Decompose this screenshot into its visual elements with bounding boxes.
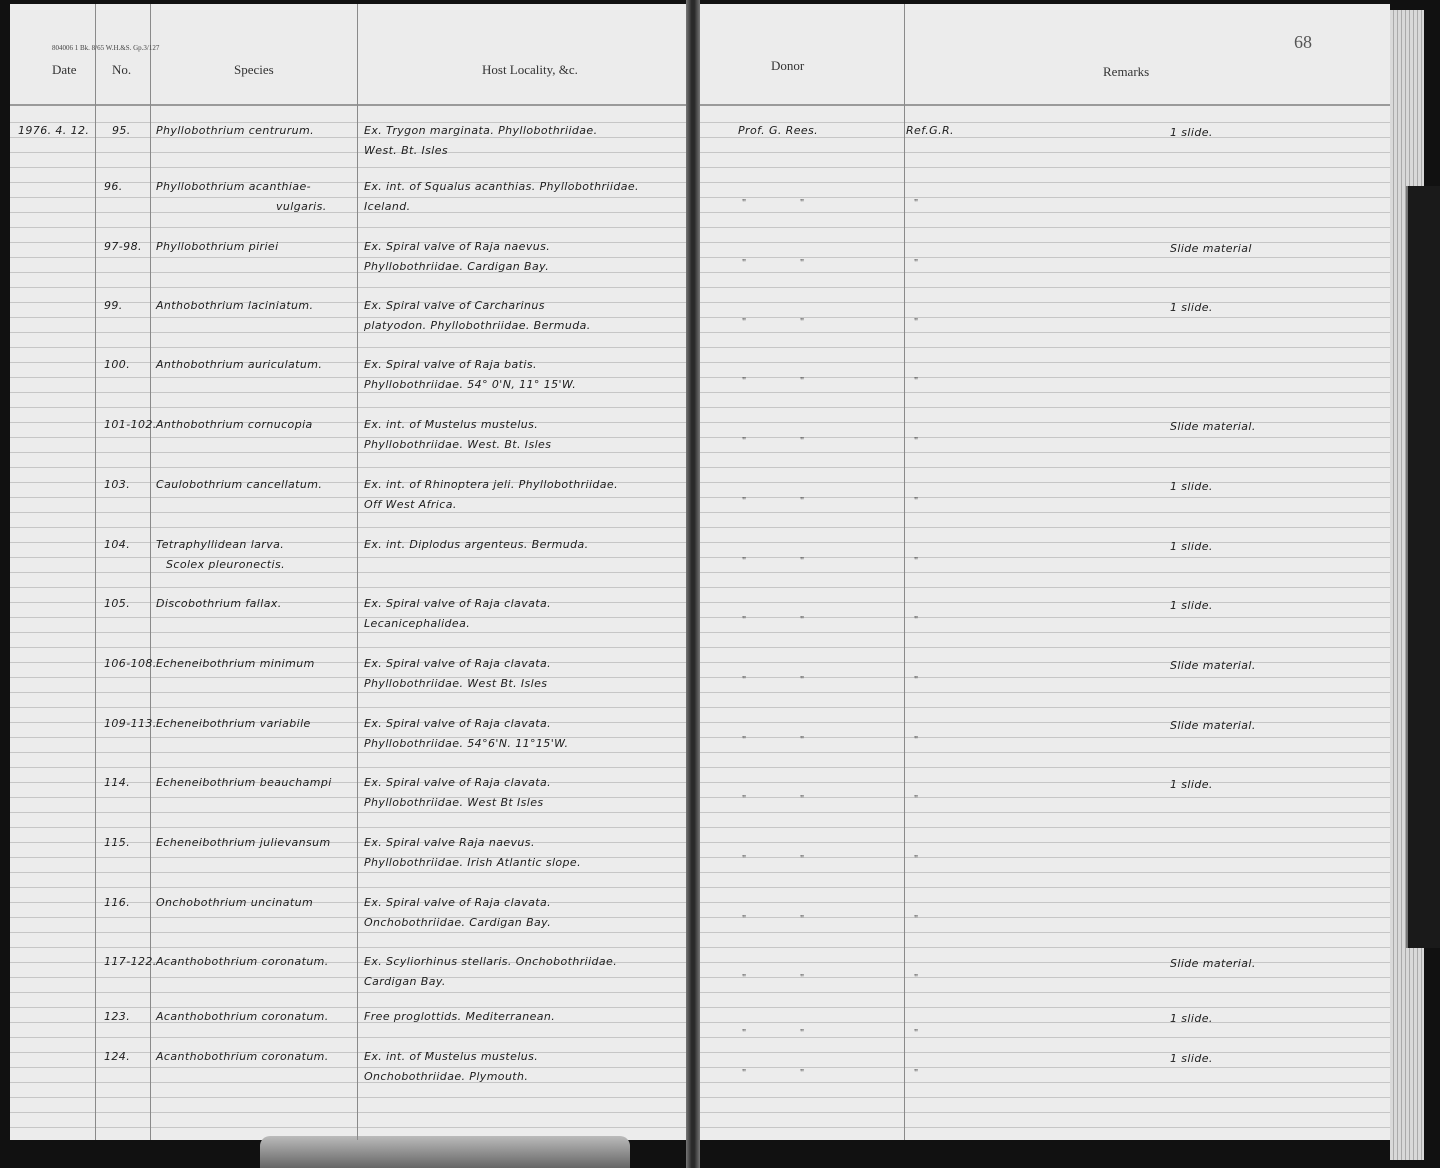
- entry-number: 117-122.: [104, 955, 157, 968]
- entry-species: Echeneibothrium variabile: [156, 717, 311, 730]
- entry-species: Echeneibothrium minimum: [156, 657, 315, 670]
- entry-species: Acanthobothrium coronatum.: [156, 955, 329, 968]
- entry-species: Caulobothrium cancellatum.: [156, 478, 323, 491]
- entry-number: 99.: [104, 299, 123, 312]
- entry-species: Scolex pleuronectis.: [166, 558, 286, 571]
- entry-host-locality: platyodon. Phyllobothriidae. Bermuda.: [364, 319, 591, 332]
- entry-remarks: 1 slide.: [1170, 599, 1213, 612]
- ditto-mark: ": [800, 914, 805, 925]
- ditto-mark: ": [742, 973, 747, 984]
- entry-remarks: 1 slide.: [1170, 480, 1213, 493]
- ditto-mark: ": [742, 376, 747, 387]
- ditto-mark: ": [914, 496, 919, 507]
- entry-remarks: 1 slide.: [1170, 1012, 1213, 1025]
- entry-host-locality: Lecanicephalidea.: [364, 617, 471, 630]
- ditto-mark: ": [914, 317, 919, 328]
- entry-remarks: 1 slide.: [1170, 126, 1213, 139]
- ditto-mark: ": [914, 1028, 919, 1039]
- entry-reference: Ref.G.R.: [906, 124, 954, 137]
- entry-species: Anthobothrium auriculatum.: [156, 358, 323, 371]
- entry-species: Phyllobothrium acanthiae-: [156, 180, 312, 193]
- entry-host-locality: Iceland.: [364, 200, 411, 213]
- ditto-mark: ": [742, 794, 747, 805]
- entry-host-locality: Ex. Spiral valve of Raja clavata.: [364, 776, 551, 789]
- bookmark-ribbon: [260, 1136, 630, 1168]
- entry-host-locality: Ex. Spiral valve of Raja clavata.: [364, 657, 551, 670]
- entry-remarks: Slide material.: [1170, 420, 1256, 433]
- ditto-mark: ": [914, 615, 919, 626]
- entry-host-locality: West. Bt. Isles: [364, 144, 449, 157]
- column-header-species: Species: [234, 62, 274, 77]
- ditto-mark: ": [914, 735, 919, 746]
- column-header-date: Date: [52, 62, 77, 77]
- printer-note: 804006 1 Bk. 8/65 W.H.&S. Gp.3/127: [52, 44, 160, 52]
- entry-remarks: Slide material.: [1170, 957, 1256, 970]
- entry-number: 115.: [104, 836, 131, 849]
- ditto-mark: ": [914, 198, 919, 209]
- entry-host-locality: Ex. Spiral valve of Carcharinus: [364, 299, 545, 312]
- left-page: [10, 4, 686, 1140]
- ditto-mark: ": [742, 1068, 747, 1079]
- book-gutter: [686, 0, 700, 1168]
- ditto-mark: ": [914, 376, 919, 387]
- ditto-mark: ": [742, 496, 747, 507]
- ditto-mark: ": [914, 258, 919, 269]
- entry-species: Acanthobothrium coronatum.: [156, 1010, 329, 1023]
- ditto-mark: ": [800, 436, 805, 447]
- ditto-mark: ": [914, 675, 919, 686]
- entry-number: 97-98.: [104, 240, 142, 253]
- ditto-mark: ": [800, 794, 805, 805]
- column-divider: [904, 4, 905, 1140]
- right-page: [700, 4, 1390, 1140]
- ditto-mark: ": [800, 615, 805, 626]
- ditto-mark: ": [914, 973, 919, 984]
- ditto-mark: ": [914, 556, 919, 567]
- column-header-remarks: Remarks: [1103, 64, 1150, 79]
- ditto-mark: ": [742, 675, 747, 686]
- entry-host-locality: Cardigan Bay.: [364, 975, 446, 988]
- entry-number: 100.: [104, 358, 131, 371]
- entry-host-locality: Ex. Spiral valve of Raja clavata.: [364, 896, 551, 909]
- entry-species: vulgaris.: [276, 200, 327, 213]
- ditto-mark: ": [800, 496, 805, 507]
- entry-host-locality: Phyllobothriidae. 54° 0'N, 11° 15'W.: [364, 378, 577, 391]
- ditto-mark: ": [914, 794, 919, 805]
- ditto-mark: ": [800, 675, 805, 686]
- ditto-mark: ": [800, 317, 805, 328]
- entry-remarks: Slide material: [1170, 242, 1252, 255]
- entry-date: 1976. 4. 12.: [18, 124, 90, 137]
- ditto-mark: ": [742, 556, 747, 567]
- column-header-donor: Donor: [771, 58, 805, 73]
- entry-host-locality: Ex. int. of Mustelus mustelus.: [364, 418, 539, 431]
- entry-host-locality: Ex. Spiral valve of Raja naevus.: [364, 240, 551, 253]
- ditto-mark: ": [800, 198, 805, 209]
- entry-species: Anthobothrium cornucopia: [156, 418, 313, 431]
- entry-remarks: Slide material.: [1170, 719, 1256, 732]
- entry-species: Onchobothrium uncinatum: [156, 896, 314, 909]
- entry-number: 101-102.: [104, 418, 157, 431]
- ditto-mark: ": [742, 258, 747, 269]
- entry-host-locality: Ex. int. Diplodus argenteus. Bermuda.: [364, 538, 589, 551]
- entry-species: Phyllobothrium piriei: [156, 240, 279, 253]
- ditto-mark: ": [914, 1068, 919, 1079]
- entry-species: Discobothrium fallax.: [156, 597, 282, 610]
- entry-number: 124.: [104, 1050, 131, 1063]
- entry-host-locality: Free proglottids. Mediterranean.: [364, 1010, 556, 1023]
- ditto-mark: ": [800, 258, 805, 269]
- entry-number: 105.: [104, 597, 131, 610]
- entry-host-locality: Ex. int. of Squalus acanthias. Phyllobothriidae.: [364, 180, 639, 193]
- page-number: 68: [1294, 32, 1312, 52]
- entry-host-locality: Ex. Spiral valve of Raja batis.: [364, 358, 537, 371]
- entry-remarks: Slide material.: [1170, 659, 1256, 672]
- entry-remarks: 1 slide.: [1170, 301, 1213, 314]
- entry-species: Anthobothrium laciniatum.: [156, 299, 314, 312]
- entry-number: 95.: [112, 124, 131, 137]
- column-divider: [150, 4, 151, 1140]
- entry-remarks: 1 slide.: [1170, 1052, 1213, 1065]
- entry-host-locality: Ex. Spiral valve of Raja clavata.: [364, 597, 551, 610]
- book-cover: [1406, 186, 1440, 948]
- ditto-mark: ": [742, 436, 747, 447]
- entry-host-locality: Ex. Scyliorhinus stellaris. Onchobothriidae.: [364, 955, 618, 968]
- entry-host-locality: Phyllobothriidae. Irish Atlantic slope.: [364, 856, 581, 869]
- ditto-mark: ": [914, 914, 919, 925]
- entry-number: 103.: [104, 478, 131, 491]
- ditto-mark: ": [742, 854, 747, 865]
- entry-number: 104.: [104, 538, 131, 551]
- entry-species: Phyllobothrium centrurum.: [156, 124, 315, 137]
- entry-species: Tetraphyllidean larva.: [156, 538, 285, 551]
- entry-species: Echeneibothrium julievansum: [156, 836, 331, 849]
- ditto-mark: ": [742, 735, 747, 746]
- ditto-mark: ": [800, 735, 805, 746]
- entry-host-locality: Phyllobothriidae. West. Bt. Isles: [364, 438, 552, 451]
- ditto-mark: ": [800, 973, 805, 984]
- ditto-mark: ": [742, 914, 747, 925]
- ditto-mark: ": [800, 556, 805, 567]
- ditto-mark: ": [800, 854, 805, 865]
- entry-number: 106-108.: [104, 657, 157, 670]
- column-divider: [357, 4, 358, 1140]
- entry-remarks: 1 slide.: [1170, 540, 1213, 553]
- entry-number: 96.: [104, 180, 123, 193]
- entry-remarks: 1 slide.: [1170, 778, 1213, 791]
- ditto-mark: ": [914, 436, 919, 447]
- entry-host-locality: Phyllobothriidae. West Bt Isles: [364, 796, 544, 809]
- entry-donor: Prof. G. Rees.: [738, 124, 819, 137]
- entry-host-locality: Off West Africa.: [364, 498, 457, 511]
- entry-host-locality: Onchobothriidae. Cardigan Bay.: [364, 916, 552, 929]
- entry-host-locality: Phyllobothriidae. 54°6'N. 11°15'W.: [364, 737, 569, 750]
- entry-host-locality: Onchobothriidae. Plymouth.: [364, 1070, 529, 1083]
- ditto-mark: ": [742, 615, 747, 626]
- entry-host-locality: Ex. Trygon marginata. Phyllobothriidae.: [364, 124, 598, 137]
- entry-number: 116.: [104, 896, 131, 909]
- ditto-mark: ": [800, 1028, 805, 1039]
- column-header-no: No.: [112, 62, 132, 77]
- entry-host-locality: Ex. Spiral valve of Raja clavata.: [364, 717, 551, 730]
- entry-number: 109-113.: [104, 717, 157, 730]
- column-header-host: Host Locality, &c.: [482, 62, 578, 77]
- entry-host-locality: Phyllobothriidae. West Bt. Isles: [364, 677, 548, 690]
- entry-species: Acanthobothrium coronatum.: [156, 1050, 329, 1063]
- entry-host-locality: Phyllobothriidae. Cardigan Bay.: [364, 260, 550, 273]
- entry-host-locality: Ex. Spiral valve Raja naevus.: [364, 836, 535, 849]
- ditto-mark: ": [800, 1068, 805, 1079]
- entry-host-locality: Ex. int. of Rhinoptera jeli. Phyllobothriidae.: [364, 478, 618, 491]
- ditto-mark: ": [914, 854, 919, 865]
- column-divider: [95, 4, 96, 1140]
- entry-host-locality: Ex. int. of Mustelus mustelus.: [364, 1050, 539, 1063]
- ditto-mark: ": [742, 198, 747, 209]
- ditto-mark: ": [800, 376, 805, 387]
- entry-number: 114.: [104, 776, 131, 789]
- ditto-mark: ": [742, 317, 747, 328]
- ditto-mark: ": [742, 1028, 747, 1039]
- entry-number: 123.: [104, 1010, 131, 1023]
- entry-species: Echeneibothrium beauchampi: [156, 776, 332, 789]
